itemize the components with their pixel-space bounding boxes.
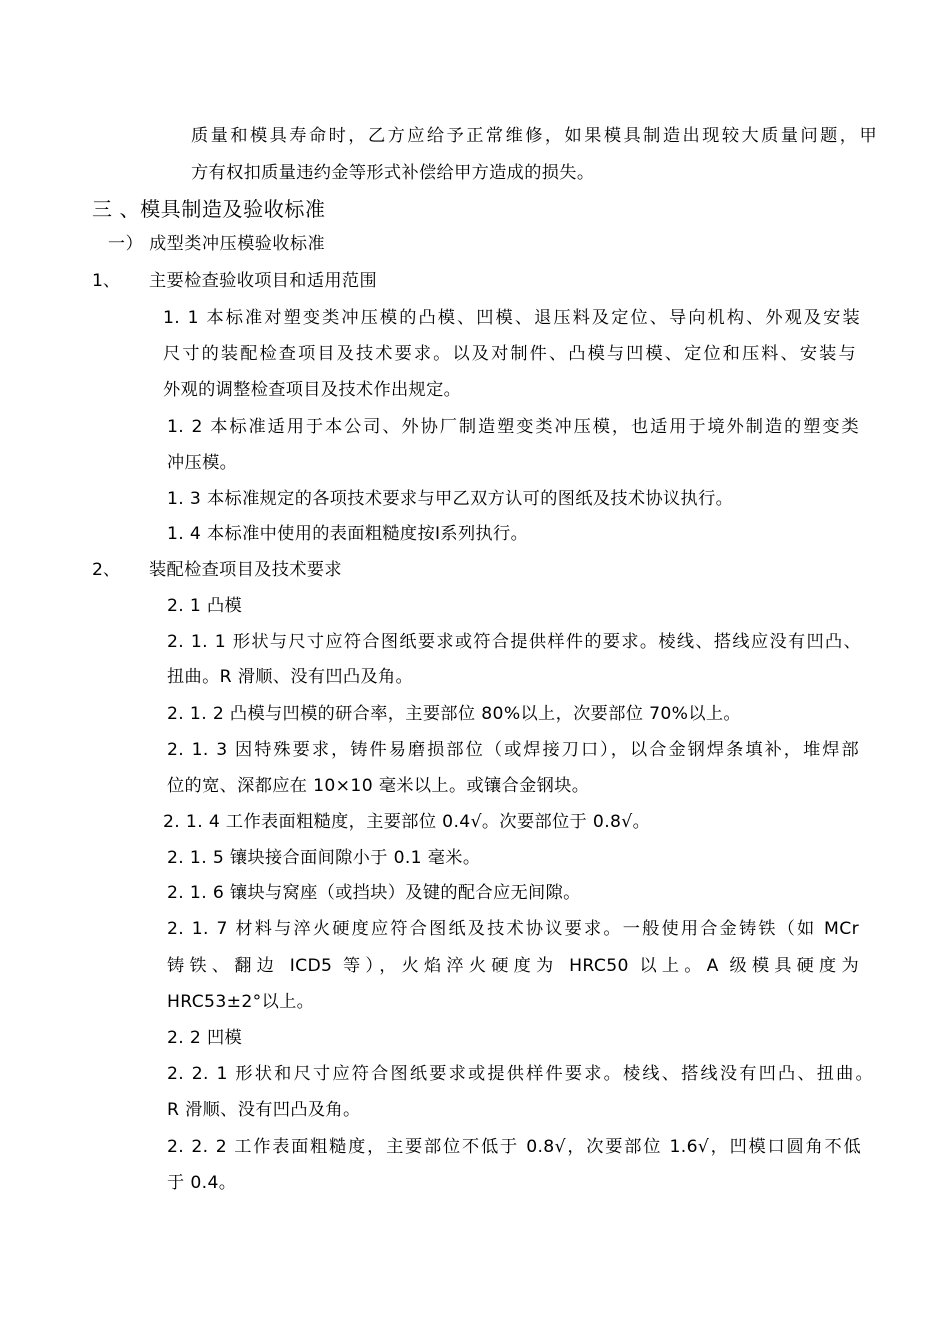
clause-heading: 2. 1 凸模 (167, 596, 243, 616)
clause-line: 1. 4 本标准中使用的表面粗糙度按Ⅰ系列执行。 (167, 524, 529, 544)
clause-line: 尺寸的装配检查项目及技术要求。以及对制件、凸模与凹模、定位和压料、安装与 (163, 344, 856, 364)
item-title: 主要检查验收项目和适用范围 (149, 271, 377, 291)
clause-line: 1. 3 本标准规定的各项技术要求与甲乙双方认可的图纸及技术协议执行。 (167, 489, 734, 509)
clause-line: 1. 1 本标准对塑变类冲压模的凸模、凹模、退压料及定位、导向机构、外观及安装 (163, 308, 860, 328)
clause-line: 2. 2. 1 形状和尺寸应符合图纸要求或提供样件要求。棱线、搭线没有凹凸、扭曲。 (167, 1064, 873, 1084)
paragraph-line: 质量和模具寿命时，乙方应给予正常维修，如果模具制造出现较大质量问题，甲 (191, 126, 877, 146)
paragraph-line: 方有权扣质量违约金等形式补偿给甲方造成的损失。 (191, 163, 595, 183)
clause-line: 2. 1. 4 工作表面粗糙度，主要部位 0.4√。次要部位于 0.8√。 (163, 812, 651, 832)
clause-line: 2. 1. 6 镶块与窝座（或挡块）及键的配合应无间隙。 (167, 883, 581, 903)
clause-line: 于 0.4。 (167, 1173, 237, 1193)
clause-line: 2. 1. 7 材料与淬火硬度应符合图纸及技术协议要求。一般使用合金铸铁（如 MCr (167, 919, 859, 939)
clause-heading: 2. 2 凹模 (167, 1028, 243, 1048)
item-title: 装配检查项目及技术要求 (149, 560, 342, 580)
section-heading: 三 、模具制造及验收标准 (92, 197, 326, 221)
clause-line: 2. 2. 2 工作表面粗糙度，主要部位不低于 0.8√，次要部位 1.6√，凹模口圆角不低 (167, 1137, 861, 1157)
clause-line: 铸铁、翻边 ICD5 等），火焰淬火硬度为 HRC50 以上。A 级模具硬度为 (167, 956, 859, 976)
clause-line: R 滑顺、没有凹凸及角。 (167, 1100, 361, 1120)
item-number: 2、 (92, 560, 121, 580)
clause-line: 位的宽、深都应在 10×10 毫米以上。或镶合金钢块。 (167, 776, 590, 796)
clause-line: HRC53±2°以上。 (167, 992, 315, 1012)
clause-line: 外观的调整检查项目及技术作出规定。 (163, 380, 462, 400)
clause-line: 2. 1. 2 凸模与凹模的研合率，主要部位 80%以上，次要部位 70%以上。 (167, 704, 741, 724)
clause-line: 2. 1. 3 因特殊要求，铸件易磨损部位（或焊接刀口），以合金钢焊条填补，堆焊部 (167, 740, 859, 760)
clause-line: 扭曲。R 滑顺、没有凹凸及角。 (167, 667, 414, 687)
item-number: 1、 (92, 271, 121, 291)
clause-line: 2. 1. 5 镶块接合面间隙小于 0.1 毫米。 (167, 848, 481, 868)
subsection-heading: 一） 成型类冲压模验收标准 (108, 234, 326, 254)
clause-line: 1. 2 本标准适用于本公司、外协厂制造塑变类冲压模，也适用于境外制造的塑变类 (167, 417, 859, 437)
clause-line: 2. 1. 1 形状与尺寸应符合图纸要求或符合提供样件的要求。棱线、搭线应没有凹凸、 (167, 632, 861, 652)
clause-line: 冲压模。 (167, 453, 238, 473)
